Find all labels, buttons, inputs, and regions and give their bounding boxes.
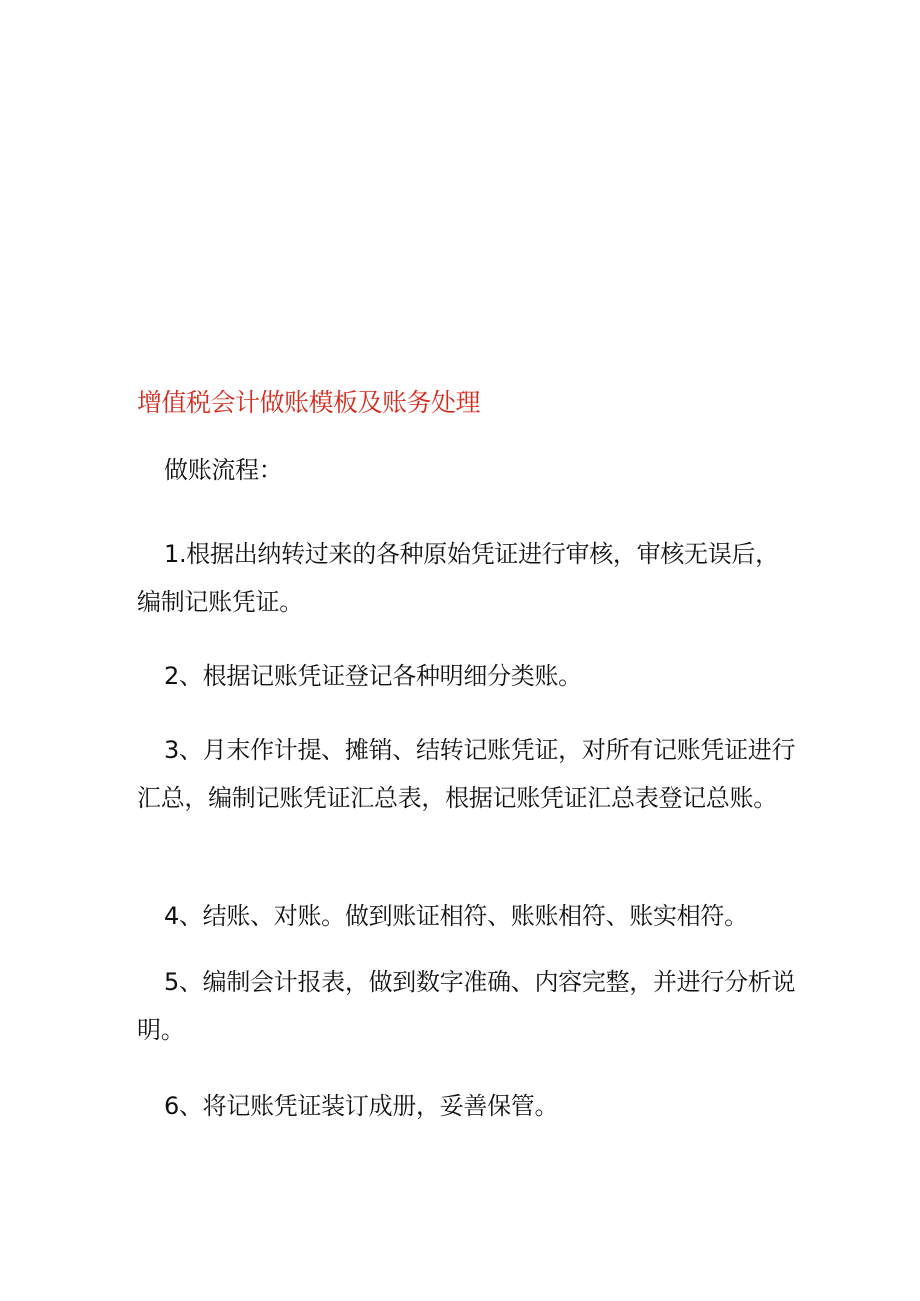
step-2: 2、根据记账凭证登记各种明细分类账。: [164, 662, 582, 690]
step-1: 1.根据出纳转过来的各种原始凭证进行审核，审核无误后，编制记账凭证。: [137, 540, 779, 616]
step-5: 5、编制会计报表，做到数字准确、内容完整，并进行分析说明。: [137, 968, 796, 1044]
process-heading: 做账流程：: [164, 456, 283, 484]
document-title: 增值税会计做账模板及账务处理: [137, 388, 481, 417]
step-6: 6、将记账凭证装订成册，妥善保管。: [164, 1092, 559, 1120]
step-4: 4、结账、对账。做到账证相符、账账相符、账实相符。: [164, 902, 748, 930]
step-3: 3、月末作计提、摊销、结转记账凭证，对所有记账凭证进行汇总，编制记账凭证汇总表，根据记账凭证汇总表登记总账。: [137, 736, 796, 812]
